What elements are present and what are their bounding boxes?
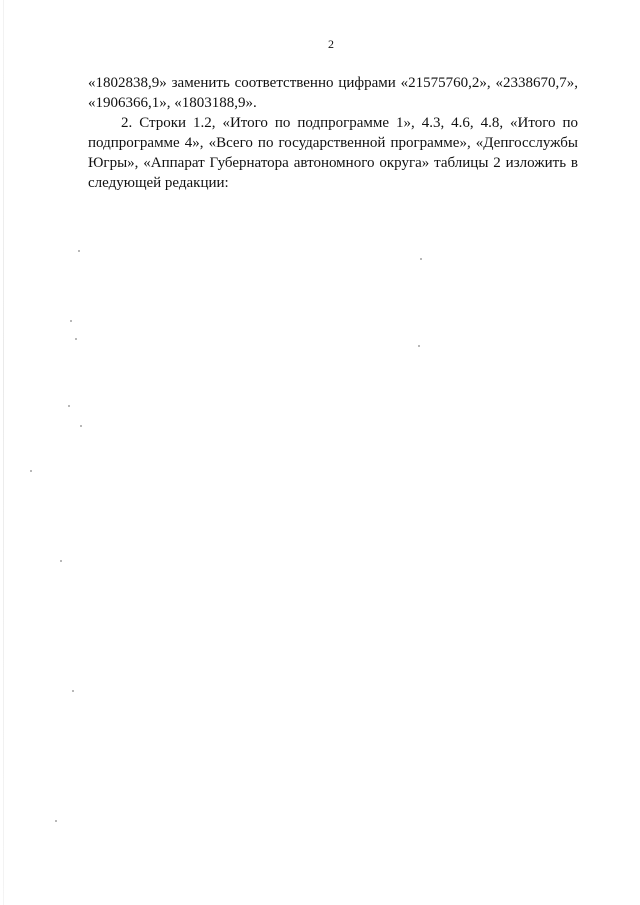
scan-speck xyxy=(55,820,57,822)
scan-speck xyxy=(80,425,82,427)
page-number: 2 xyxy=(328,37,334,51)
document-body xyxy=(88,73,578,193)
scan-speck xyxy=(420,258,422,260)
scan-speck xyxy=(418,345,420,347)
scan-speck xyxy=(78,250,80,252)
scan-speck xyxy=(30,470,32,472)
scan-speck xyxy=(68,405,70,407)
paragraph-item-2: 2. Строки 1.2, «Итого по подпрограмме 1», 4.3, 4.6, 4.8, «Итого по подпрограмме 4», «Всего по государственной программе», «Депгосслужбы Югры», «Аппарат Губернатора автономного округа» таблицы 2 изложить в следующей редакции: xyxy=(88,115,578,191)
scan-speck xyxy=(75,338,77,340)
scan-edge xyxy=(3,0,4,905)
scan-speck xyxy=(70,320,72,322)
paragraph-continuation: «1802838,9» заменить соответственно цифрами «21575760,2», «2338670,7», «1906366,1», «1803188,9». xyxy=(88,75,578,111)
scan-speck xyxy=(72,690,74,692)
scan-speck xyxy=(60,560,62,562)
